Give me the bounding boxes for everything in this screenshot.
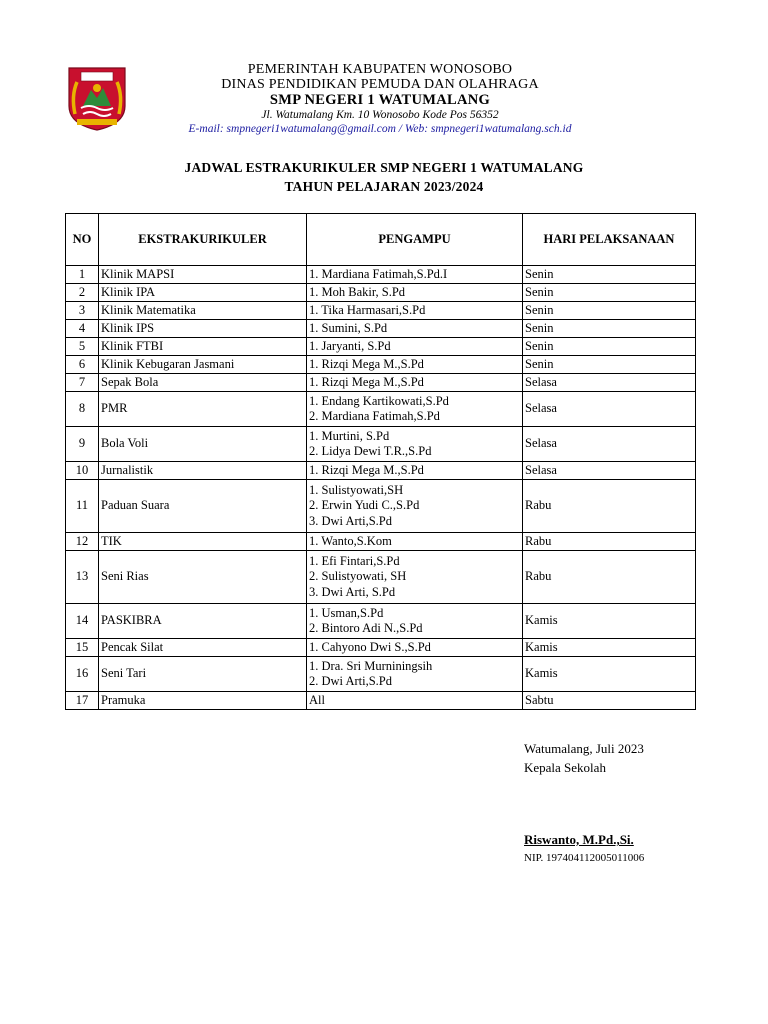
teacher-name: 1. Sumini, S.Pd xyxy=(309,320,388,335)
table-row xyxy=(66,692,696,710)
schedule-table xyxy=(65,213,696,710)
cell-no: 5 xyxy=(66,338,99,356)
cell-pengampu xyxy=(307,604,523,639)
cell-no: 3 xyxy=(66,302,99,320)
teacher-name: 3. Dwi Arti, S.Pd xyxy=(309,584,396,599)
cell-ekstrakurikuler: Jurnalistik xyxy=(99,462,307,480)
cell-hari: Selasa xyxy=(523,462,696,480)
teacher-name: 1. Moh Bakir, S.Pd xyxy=(309,284,406,299)
cell-ekstrakurikuler: Klinik Matematika xyxy=(99,302,307,320)
table-row xyxy=(66,427,696,462)
header-pengampu: PENGAMPU xyxy=(307,214,523,266)
cell-hari: Sabtu xyxy=(523,692,696,710)
cell-ekstrakurikuler: Seni Rias xyxy=(99,551,307,604)
cell-no: 12 xyxy=(66,533,99,551)
cell-hari: Rabu xyxy=(523,533,696,551)
cell-hari: Senin xyxy=(523,266,696,284)
table-row xyxy=(66,533,696,551)
cell-ekstrakurikuler: Pramuka xyxy=(99,692,307,710)
cell-no: 8 xyxy=(66,392,99,427)
signature-place-date: Watumalang, Juli 2023 xyxy=(524,741,644,756)
cell-ekstrakurikuler: PASKIBRA xyxy=(99,604,307,639)
teacher-name: 3. Dwi Arti,S.Pd xyxy=(309,513,393,528)
cell-pengampu xyxy=(307,551,523,604)
cell-hari: Kamis xyxy=(523,604,696,639)
cell-pengampu xyxy=(307,320,523,338)
cell-no: 13 xyxy=(66,551,99,604)
table-header-row xyxy=(66,214,696,266)
cell-hari: Kamis xyxy=(523,639,696,657)
teacher-name: 1. Endang Kartikowati,S.Pd xyxy=(309,393,449,408)
cell-ekstrakurikuler: Pencak Silat xyxy=(99,639,307,657)
teacher-name: 2. Mardiana Fatimah,S.Pd xyxy=(309,409,440,423)
cell-ekstrakurikuler: Klinik MAPSI xyxy=(99,266,307,284)
cell-ekstrakurikuler: Sepak Bola xyxy=(99,374,307,392)
cell-pengampu xyxy=(307,374,523,392)
teacher-name: 1. Efi Fintari,S.Pd xyxy=(309,553,400,568)
cell-pengampu xyxy=(307,266,523,284)
cell-pengampu xyxy=(307,462,523,480)
cell-hari: Senin xyxy=(523,338,696,356)
teacher-name: 1. Rizqi Mega M.,S.Pd xyxy=(309,462,424,477)
header-hari: HARI PELAKSANAAN xyxy=(523,214,696,266)
table-row xyxy=(66,284,696,302)
table-row xyxy=(66,392,696,427)
cell-pengampu xyxy=(307,284,523,302)
letterhead-contact: E-mail: smpnegeri1watumalang@gmail.com / Web: smpnegeri1watumalang.sch.id xyxy=(188,123,572,135)
table-row xyxy=(66,338,696,356)
cell-pengampu xyxy=(307,692,523,710)
school-emblem-logo xyxy=(65,66,129,132)
teacher-name: 2. Sulistyowati, SH xyxy=(309,569,407,584)
table-row xyxy=(66,302,696,320)
cell-hari: Selasa xyxy=(523,392,696,427)
cell-hari: Senin xyxy=(523,284,696,302)
cell-ekstrakurikuler: TIK xyxy=(99,533,307,551)
table-row xyxy=(66,320,696,338)
cell-hari: Selasa xyxy=(523,427,696,462)
teacher-name: 1. Usman,S.Pd xyxy=(309,605,384,620)
teacher-name: 1. Murtini, S.Pd xyxy=(309,428,390,443)
header-no: NO xyxy=(66,214,99,266)
teacher-name: 1. Wanto,S.Kom xyxy=(309,533,392,548)
cell-ekstrakurikuler: Klinik IPS xyxy=(99,320,307,338)
cell-no: 14 xyxy=(66,604,99,639)
cell-no: 17 xyxy=(66,692,99,710)
teacher-name: 1. Cahyono Dwi S.,S.Pd xyxy=(309,639,431,654)
cell-no: 7 xyxy=(66,374,99,392)
cell-ekstrakurikuler: PMR xyxy=(99,392,307,427)
cell-no: 4 xyxy=(66,320,99,338)
cell-no: 10 xyxy=(66,462,99,480)
teacher-name: 2. Bintoro Adi N.,S.Pd xyxy=(309,621,423,635)
document-subtitle: TAHUN PELAJARAN 2023/2024 xyxy=(284,179,484,194)
cell-no: 15 xyxy=(66,639,99,657)
header-ekstrakurikuler: EKSTRAKURIKULER xyxy=(99,214,307,266)
letterhead xyxy=(150,62,610,136)
cell-pengampu xyxy=(307,338,523,356)
table-row xyxy=(66,639,696,657)
teacher-name: 2. Erwin Yudi C.,S.Pd xyxy=(309,498,420,513)
cell-pengampu xyxy=(307,639,523,657)
cell-ekstrakurikuler: Bola Voli xyxy=(99,427,307,462)
cell-pengampu xyxy=(307,533,523,551)
cell-pengampu xyxy=(307,427,523,462)
cell-pengampu xyxy=(307,302,523,320)
letterhead-government: PEMERINTAH KABUPATEN WONOSOBO xyxy=(247,62,513,77)
cell-hari: Senin xyxy=(523,302,696,320)
cell-hari: Rabu xyxy=(523,480,696,533)
table-row xyxy=(66,604,696,639)
cell-no: 11 xyxy=(66,480,99,533)
table-row xyxy=(66,480,696,533)
letterhead-address: Jl. Watumalang Km. 10 Wonosobo Kode Pos 56352 xyxy=(261,109,499,121)
cell-hari: Selasa xyxy=(523,374,696,392)
teacher-name: 1. Rizqi Mega M.,S.Pd xyxy=(309,356,424,371)
teacher-name: All xyxy=(309,692,325,707)
table-row xyxy=(66,356,696,374)
teacher-name: 1. Mardiana Fatimah,S.Pd.I xyxy=(309,266,448,281)
teacher-name: 2. Lidya Dewi T.R.,S.Pd xyxy=(309,444,432,458)
cell-ekstrakurikuler: Seni Tari xyxy=(99,657,307,692)
cell-ekstrakurikuler: Paduan Suara xyxy=(99,480,307,533)
cell-no: 9 xyxy=(66,427,99,462)
letterhead-department: DINAS PENDIDIKAN PEMUDA DAN OLAHRAGA xyxy=(221,77,539,92)
cell-no: 16 xyxy=(66,657,99,692)
cell-ekstrakurikuler: Klinik Kebugaran Jasmani xyxy=(99,356,307,374)
table-row xyxy=(66,374,696,392)
cell-ekstrakurikuler: Klinik IPA xyxy=(99,284,307,302)
table-row xyxy=(66,462,696,480)
table-row xyxy=(66,551,696,604)
signature-nip: NIP. 197404112005011006 xyxy=(524,852,645,864)
cell-hari: Rabu xyxy=(523,551,696,604)
cell-pengampu xyxy=(307,356,523,374)
cell-hari: Senin xyxy=(523,320,696,338)
cell-pengampu xyxy=(307,657,523,692)
cell-no: 1 xyxy=(66,266,99,284)
teacher-name: 1. Sulistyowati,SH xyxy=(309,482,404,497)
cell-pengampu xyxy=(307,392,523,427)
cell-no: 2 xyxy=(66,284,99,302)
teacher-name: 1. Jaryanti, S.Pd xyxy=(309,338,391,353)
table-row xyxy=(66,657,696,692)
cell-no: 6 xyxy=(66,356,99,374)
cell-pengampu xyxy=(307,480,523,533)
teacher-name: 1. Dra. Sri Murniningsih xyxy=(309,658,433,673)
teacher-name: 1. Tika Harmasari,S.Pd xyxy=(309,302,426,317)
letterhead-school-name: SMP NEGERI 1 WATUMALANG xyxy=(269,92,491,108)
cell-ekstrakurikuler: Klinik FTBI xyxy=(99,338,307,356)
signature-name: Riswanto, M.Pd.,Si. xyxy=(524,832,634,847)
teacher-name: 2. Dwi Arti,S.Pd xyxy=(309,674,393,688)
cell-hari: Senin xyxy=(523,356,696,374)
document-title: JADWAL ESTRAKURIKULER SMP NEGERI 1 WATUMALANG xyxy=(184,160,584,175)
cell-hari: Kamis xyxy=(523,657,696,692)
teacher-name: 1. Rizqi Mega M.,S.Pd xyxy=(309,374,424,389)
signature-position: Kepala Sekolah xyxy=(524,760,606,775)
table-row xyxy=(66,266,696,284)
